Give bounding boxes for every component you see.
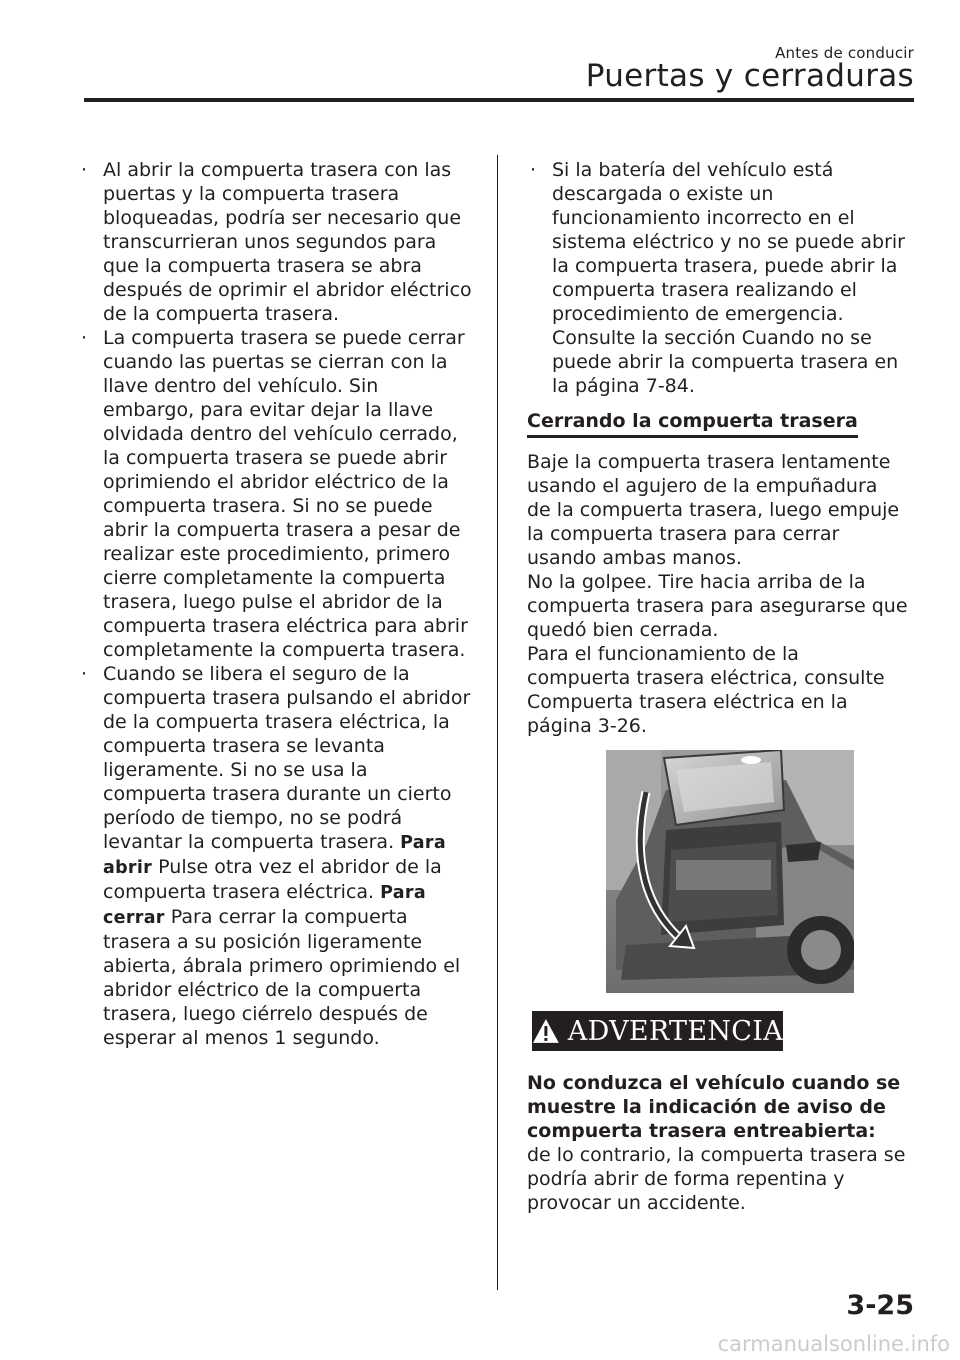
- bullet-item: [78, 662, 473, 1050]
- bullet-dot-icon: ·: [530, 159, 537, 181]
- header-rule: [84, 98, 914, 102]
- closing-paragraph: Baje la compuerta trasera lentamente usando el agujero de la empuñadura de la compuerta trasera, luego empuje la compuerta trasera para cerrar usando ambas manos. No la golpee. Tire hacia arriba de la compuerta trasera para asegurarse que quedó bien cerrada. Para el funcionamiento de la compuerta trasera eléctrica, consulte Compuerta trasera eléctrica en la página 3-26.: [527, 451, 908, 737]
- bullet-item: [78, 158, 473, 326]
- column-divider: [497, 155, 498, 1290]
- right-column: [527, 158, 917, 738]
- page-title: Puertas y cerraduras: [585, 58, 914, 94]
- open-subheading: Para abrir: [103, 833, 446, 878]
- bullet-dot-icon: ·: [81, 663, 88, 685]
- header-section-label: Antes de conducir: [775, 44, 914, 62]
- left-column: [78, 158, 473, 1050]
- bullet-text: La compuerta trasera se puede cerrar cuando las puertas se cierran con la llave dentro del vehículo. Sin embargo, para evitar dejar la llave olvidada dentro del vehículo cerrado, la compuerta trasera se puede abrir oprimiendo el abridor eléctrico de la compuerta trasera. Si no se puede abrir la compuerta trasera a pesar de realizar este procedimiento, primero cierre completamente la compuerta trasera, luego pulse el abridor de la compuerta trasera eléctrica para abrir completamente la compuerta trasera.: [103, 327, 468, 661]
- warning-triangle-icon: [532, 1018, 560, 1044]
- bullet-text: Cuando se libera el seguro de la compuerta trasera pulsando el abridor de la compuerta trasera eléctrica, la compuerta trasera se levanta ligeramente. Si no se usa la compuerta trasera durante un cierto período de tiempo, no se podrá levantar la compuerta trasera. Para abrir Pulse otra vez el abridor de la compuerta trasera eléctrica. Para cerrar Para cerrar la compuerta trasera a su posición ligeramente abierta, ábrala primero oprimiendo el abridor eléctrico de la compuerta trasera, luego ciérrelo después de esperar al menos 1 segundo.: [103, 663, 471, 1049]
- warning-banner: [532, 1011, 783, 1051]
- warning-label: ADVERTENCIA: [567, 1015, 783, 1047]
- bullet-item: [527, 158, 917, 398]
- close-subheading: Para cerrar: [103, 883, 426, 928]
- page-number: 3-25: [846, 1290, 914, 1321]
- bullet-text: Si la batería del vehículo está descargada o existe un funcionamiento incorrecto en el sistema eléctrico y no se puede abrir la compuerta trasera, puede abrir la compuerta trasera realizando el procedimiento de emergencia. Consulte la sección Cuando no se puede abrir la compuerta trasera en la página 7-84.: [552, 159, 905, 397]
- bullet-dot-icon: ·: [81, 327, 88, 349]
- bullet-item: [78, 326, 473, 662]
- warning-text: No conduzca el vehículo cuando se muestre la indicación de aviso de compuerta trasera entreabierta: de lo contrario, la compuerta trasera se podría abrir de forma repentina y provocar un accidente.: [527, 1072, 906, 1214]
- bullet-text: Al abrir la compuerta trasera con las puertas y la compuerta trasera bloqueadas, podría ser necesario que transcurrieran unos segundos para que la compuerta trasera se abra después de oprimir el abridor eléctrico de la compuerta trasera.: [103, 159, 472, 325]
- liftgate-closing-illustration: [606, 750, 854, 993]
- car-rear-icon: [606, 750, 854, 993]
- watermark: carmanualsonline.info: [717, 1332, 950, 1356]
- bullet-dot-icon: ·: [81, 159, 88, 181]
- section-heading: Cerrando la compuerta trasera: [527, 409, 858, 438]
